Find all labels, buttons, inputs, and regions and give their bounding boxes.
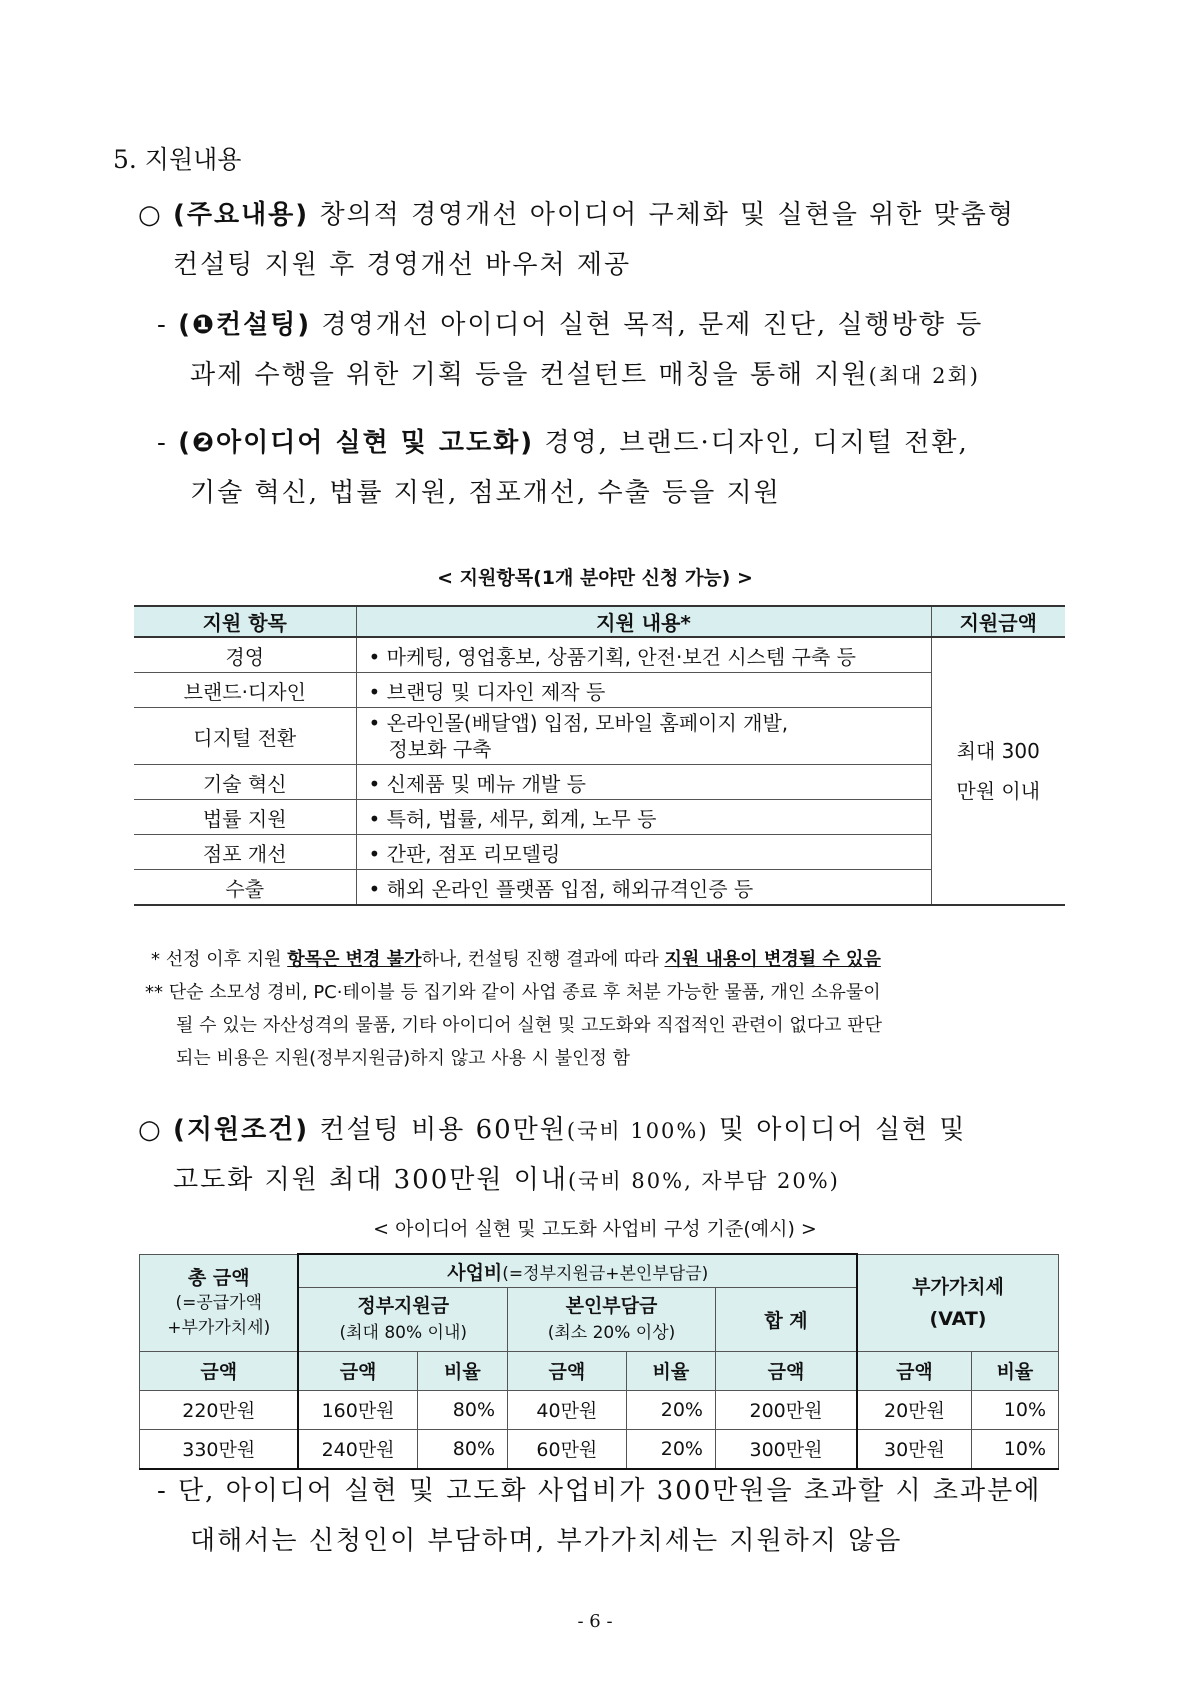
dash-head: (❶컨설팅) (178, 310, 312, 340)
note-1: * 선정 이후 지원 항목은 변경 불가하나, 컨설팅 진행 결과에 따라 지원 내용이 변경될 수 있음 (151, 949, 881, 970)
sum-header: 합 계 (715, 1288, 857, 1352)
table-cell: 20% (626, 1429, 715, 1469)
bullet-text: 창의적 경영개선 아이디어 구체화 및 실현을 위한 맞춤형 (319, 200, 1015, 230)
col-header: 금액 (508, 1351, 627, 1390)
table-cell: • 브랜딩 및 디자인 제작 등 (356, 673, 931, 708)
table-row (140, 1429, 1059, 1469)
budget-table (139, 1253, 1059, 1470)
col-header: 금액 (857, 1351, 971, 1390)
note-2-line1: ** 단순 소모성 경비, PC·테이블 등 집기와 같이 사업 종료 후 처분 가능한 물품, 개인 소유물이 (145, 982, 881, 1003)
table-cell: 10% (971, 1429, 1058, 1469)
dash-small: (최대 2회) (868, 364, 980, 388)
table-cell: 220만원 (140, 1390, 299, 1429)
section-title: 5. 지원내용 (113, 145, 242, 174)
table-header: 지원 내용* (356, 606, 931, 637)
total-header: 총 금액 (=공급가액 +부가가치세) (140, 1254, 299, 1351)
dash-idea-line2: 기술 혁신, 법률 지원, 점포개선, 수출 등을 지원 (190, 478, 781, 508)
table-header: 지원금액 (931, 606, 1065, 637)
footer-note-line2: 대해서는 신청인이 부담하며, 부가가치세는 지원하지 않음 (190, 1526, 903, 1556)
note-2-line2: 될 수 있는 자산성격의 물품, 기타 아이디어 실현 및 고도화와 직접적인 관련이 없다고 판단 (176, 1015, 883, 1036)
table-cell: 점포 개선 (134, 835, 356, 870)
table-cell: 160만원 (298, 1390, 417, 1429)
table-cell: • 특허, 법률, 세무, 회계, 노무 등 (356, 800, 931, 835)
note-2-line3: 되는 비용은 지원(정부지원금)하지 않고 사용 시 불인정 함 (176, 1048, 631, 1069)
table-row (140, 1390, 1059, 1429)
table-header: 지원 항목 (134, 606, 356, 637)
bullet-main-content (138, 190, 1015, 240)
dash-head: (❷아이디어 실현 및 고도화) (178, 428, 535, 458)
amount-cell: 최대 300 만원 이내 (931, 637, 1065, 905)
table-cell: 20만원 (857, 1390, 971, 1429)
bullet-head: (지원조건) (172, 1115, 310, 1145)
table-cell: 디지털 전환 (134, 708, 356, 765)
circle-bullet-icon: ○ (138, 200, 173, 230)
biz-header: 사업비(=정부지원금+본인부담금) (298, 1254, 857, 1288)
bullet-condition-line2: 고도화 지원 최대 300만원 이내(국비 80%, 자부담 20%) (173, 1165, 840, 1195)
bullet-text-line2: 컨설팅 지원 후 경영개선 바우처 제공 (173, 250, 632, 280)
dash-text: 경영, 브랜드·디자인, 디지털 전환, (544, 428, 969, 458)
col-header: 금액 (715, 1351, 857, 1390)
col-header: 금액 (140, 1351, 299, 1390)
table-cell: 10% (971, 1390, 1058, 1429)
table-cell: 80% (417, 1390, 507, 1429)
col-header: 비율 (626, 1351, 715, 1390)
circle-bullet-icon: ○ (138, 1115, 173, 1145)
table-cell: 기술 혁신 (134, 765, 356, 800)
table2-caption: < 아이디어 실현 및 고도화 사업비 구성 기준(예시) > (373, 1218, 817, 1240)
table-cell: 240만원 (298, 1429, 417, 1469)
col-header: 비율 (417, 1351, 507, 1390)
col-header: 비율 (971, 1351, 1058, 1390)
table-cell: • 마케팅, 영업홍보, 상품기획, 안전·보건 시스템 구축 등 (356, 637, 931, 673)
table-cell: • 해외 온라인 플랫폼 입점, 해외규격인증 등 (356, 870, 931, 906)
dash-idea: - (❷아이디어 실현 및 고도화) 경영, 브랜드·디자인, 디지털 전환, (157, 428, 969, 458)
page-number: - 6 - (577, 1611, 613, 1632)
bullet-condition: ○ (지원조건) 컨설팅 비용 60만원(국비 100%) 및 아이디어 실현 및 (138, 1115, 967, 1145)
table-cell: 법률 지원 (134, 800, 356, 835)
table-cell: 200만원 (715, 1390, 857, 1429)
table-cell: 60만원 (508, 1429, 627, 1469)
table1-caption: < 지원항목(1개 분야만 신청 가능) > (437, 567, 753, 589)
dash-consulting: - (❶컨설팅) 경영개선 아이디어 실현 목적, 문제 진단, 실행방향 등 (157, 310, 984, 340)
vat-header: 부가가치세 (VAT) (857, 1254, 1058, 1351)
self-header: 본인부담금 (최소 20% 이상) (508, 1288, 716, 1352)
table-cell: • 온라인몰(배달앱) 입점, 모바일 홈페이지 개발, 정보화 구축 (356, 708, 931, 765)
table-cell: • 신제품 및 메뉴 개발 등 (356, 765, 931, 800)
table-cell: 40만원 (508, 1390, 627, 1429)
table-cell: 브랜드·디자인 (134, 673, 356, 708)
gov-header: 정부지원금 (최대 80% 이내) (298, 1288, 507, 1352)
footer-note-line1: - 단, 아이디어 실현 및 고도화 사업비가 300만원을 초과할 시 초과분에 (157, 1476, 1042, 1506)
col-header: 금액 (298, 1351, 417, 1390)
table-cell: 20% (626, 1390, 715, 1429)
table-cell: • 간판, 점포 리모델링 (356, 835, 931, 870)
table-cell: 경영 (134, 637, 356, 673)
bullet-head: (주요내용) (172, 200, 310, 230)
table-cell: 330만원 (140, 1429, 299, 1469)
support-items-table (134, 605, 1065, 906)
dash-text: 경영개선 아이디어 실현 목적, 문제 진단, 실행방향 등 (321, 310, 984, 340)
table-cell: 80% (417, 1429, 507, 1469)
table-cell: 300만원 (715, 1429, 857, 1469)
table-cell: 수출 (134, 870, 356, 906)
table-cell: 30만원 (857, 1429, 971, 1469)
dash-consulting-line2: 과제 수행을 위한 기획 등을 컨설턴트 매칭을 통해 지원(최대 2회) (190, 360, 980, 390)
